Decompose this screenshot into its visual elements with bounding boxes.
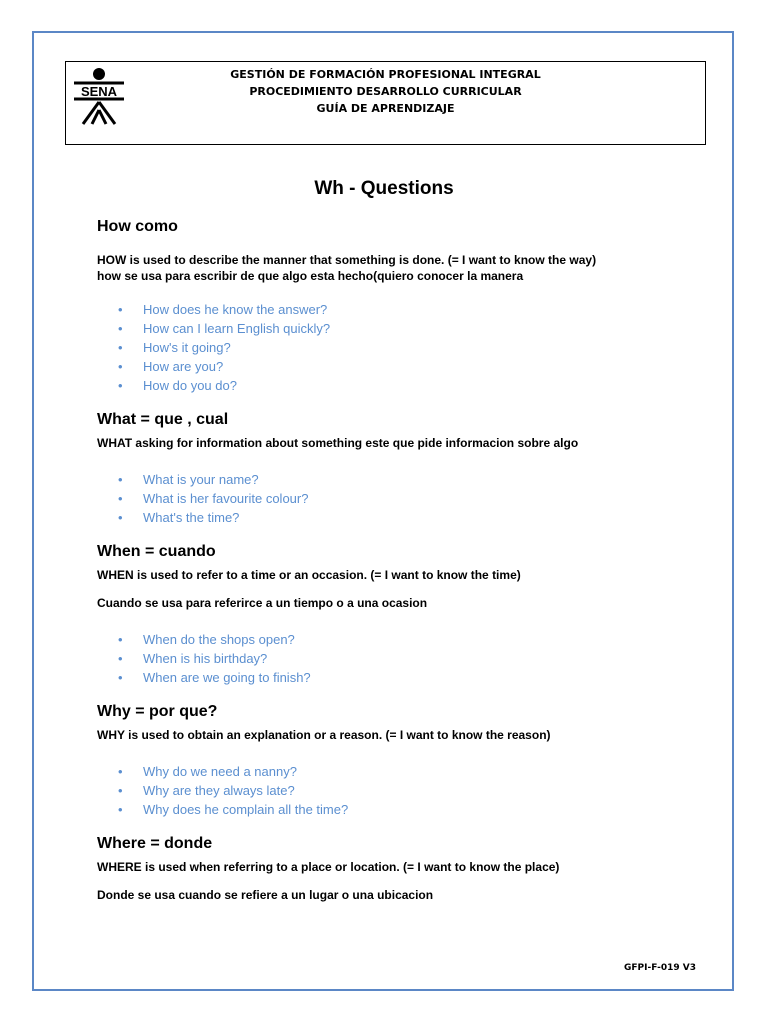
bullet-icon: • [118, 491, 123, 506]
section-heading: Where = donde [97, 835, 213, 852]
list-item: • What's the time? [118, 510, 240, 525]
section-description: WHY is used to obtain an explanation or a reason. (= I want to know the reason) [97, 728, 551, 742]
list-item: • How does he know the answer? [118, 302, 328, 317]
document-header [65, 61, 706, 145]
bullet-icon: • [118, 802, 123, 817]
bullet-icon: • [118, 359, 123, 374]
list-item: • When is his birthday? [118, 651, 268, 666]
section-heading: How como [97, 218, 178, 235]
sena-logo-text: SENA [80, 84, 118, 99]
list-item: • What is her favourite colour? [118, 491, 309, 506]
bullet-icon: • [118, 472, 123, 487]
examples-list [97, 470, 687, 527]
bullet-icon: • [118, 783, 123, 798]
section-description: HOW is used to describe the manner that something is done. (= I want to know the way) [97, 253, 597, 267]
bullet-icon: • [118, 510, 123, 525]
header-line-3: GUÍA DE APRENDIZAJE [316, 102, 455, 115]
document-body [97, 216, 687, 903]
list-item: • How do you do? [118, 378, 237, 393]
section-description: WHEN is used to refer to a time or an occasion. (= I want to know the time) [97, 568, 521, 582]
section-description: Donde se usa cuando se refiere a un lugar o una ubicacion [97, 888, 434, 902]
bullet-icon: • [118, 302, 123, 317]
examples-list [97, 630, 687, 687]
bullet-icon: • [118, 651, 123, 666]
list-item: • Why are they always late? [118, 783, 295, 798]
form-code: GFPI-F-019 V3 [624, 963, 696, 973]
section-description: Cuando se usa para referirce a un tiempo o a una ocasion [97, 596, 428, 610]
section-description: WHERE is used when referring to a place or location. (= I want to know the place) [97, 860, 560, 874]
bullet-icon: • [118, 670, 123, 685]
section-what [97, 409, 687, 527]
list-item: • When do the shops open? [118, 632, 295, 647]
section-how [97, 216, 687, 395]
section-description: how se usa para escribir de que algo esta hecho(quiero conocer la manera [97, 269, 524, 283]
list-item: • Why do we need a nanny? [118, 764, 297, 779]
list-item: • How are you? [118, 359, 224, 374]
list-item: • How can I learn English quickly? [118, 321, 331, 336]
bullet-icon: • [118, 340, 123, 355]
header-line-2: PROCEDIMIENTO DESARROLLO CURRICULAR [249, 85, 522, 98]
examples-list [97, 300, 687, 395]
page-title: Wh - Questions [314, 178, 454, 199]
section-where [97, 833, 687, 903]
examples-list [97, 762, 687, 819]
list-item: • How's it going? [118, 340, 231, 355]
header-line-1: GESTIÓN DE FORMACIÓN PROFESIONAL INTEGRAL [230, 68, 541, 81]
bullet-icon: • [118, 632, 123, 647]
bullet-icon: • [118, 764, 123, 779]
list-item: • When are we going to finish? [118, 670, 311, 685]
section-heading: When = cuando [97, 543, 216, 560]
section-why [97, 701, 687, 819]
bullet-icon: • [118, 321, 123, 336]
section-heading: What = que , cual [97, 411, 229, 428]
section-heading: Why = por que? [97, 703, 218, 720]
bullet-icon: • [118, 378, 123, 393]
list-item: • What is your name? [118, 472, 259, 487]
section-when [97, 541, 687, 687]
list-item: • Why does he complain all the time? [118, 802, 349, 817]
section-description: WHAT asking for information about something este que pide informacion sobre algo [97, 436, 579, 450]
